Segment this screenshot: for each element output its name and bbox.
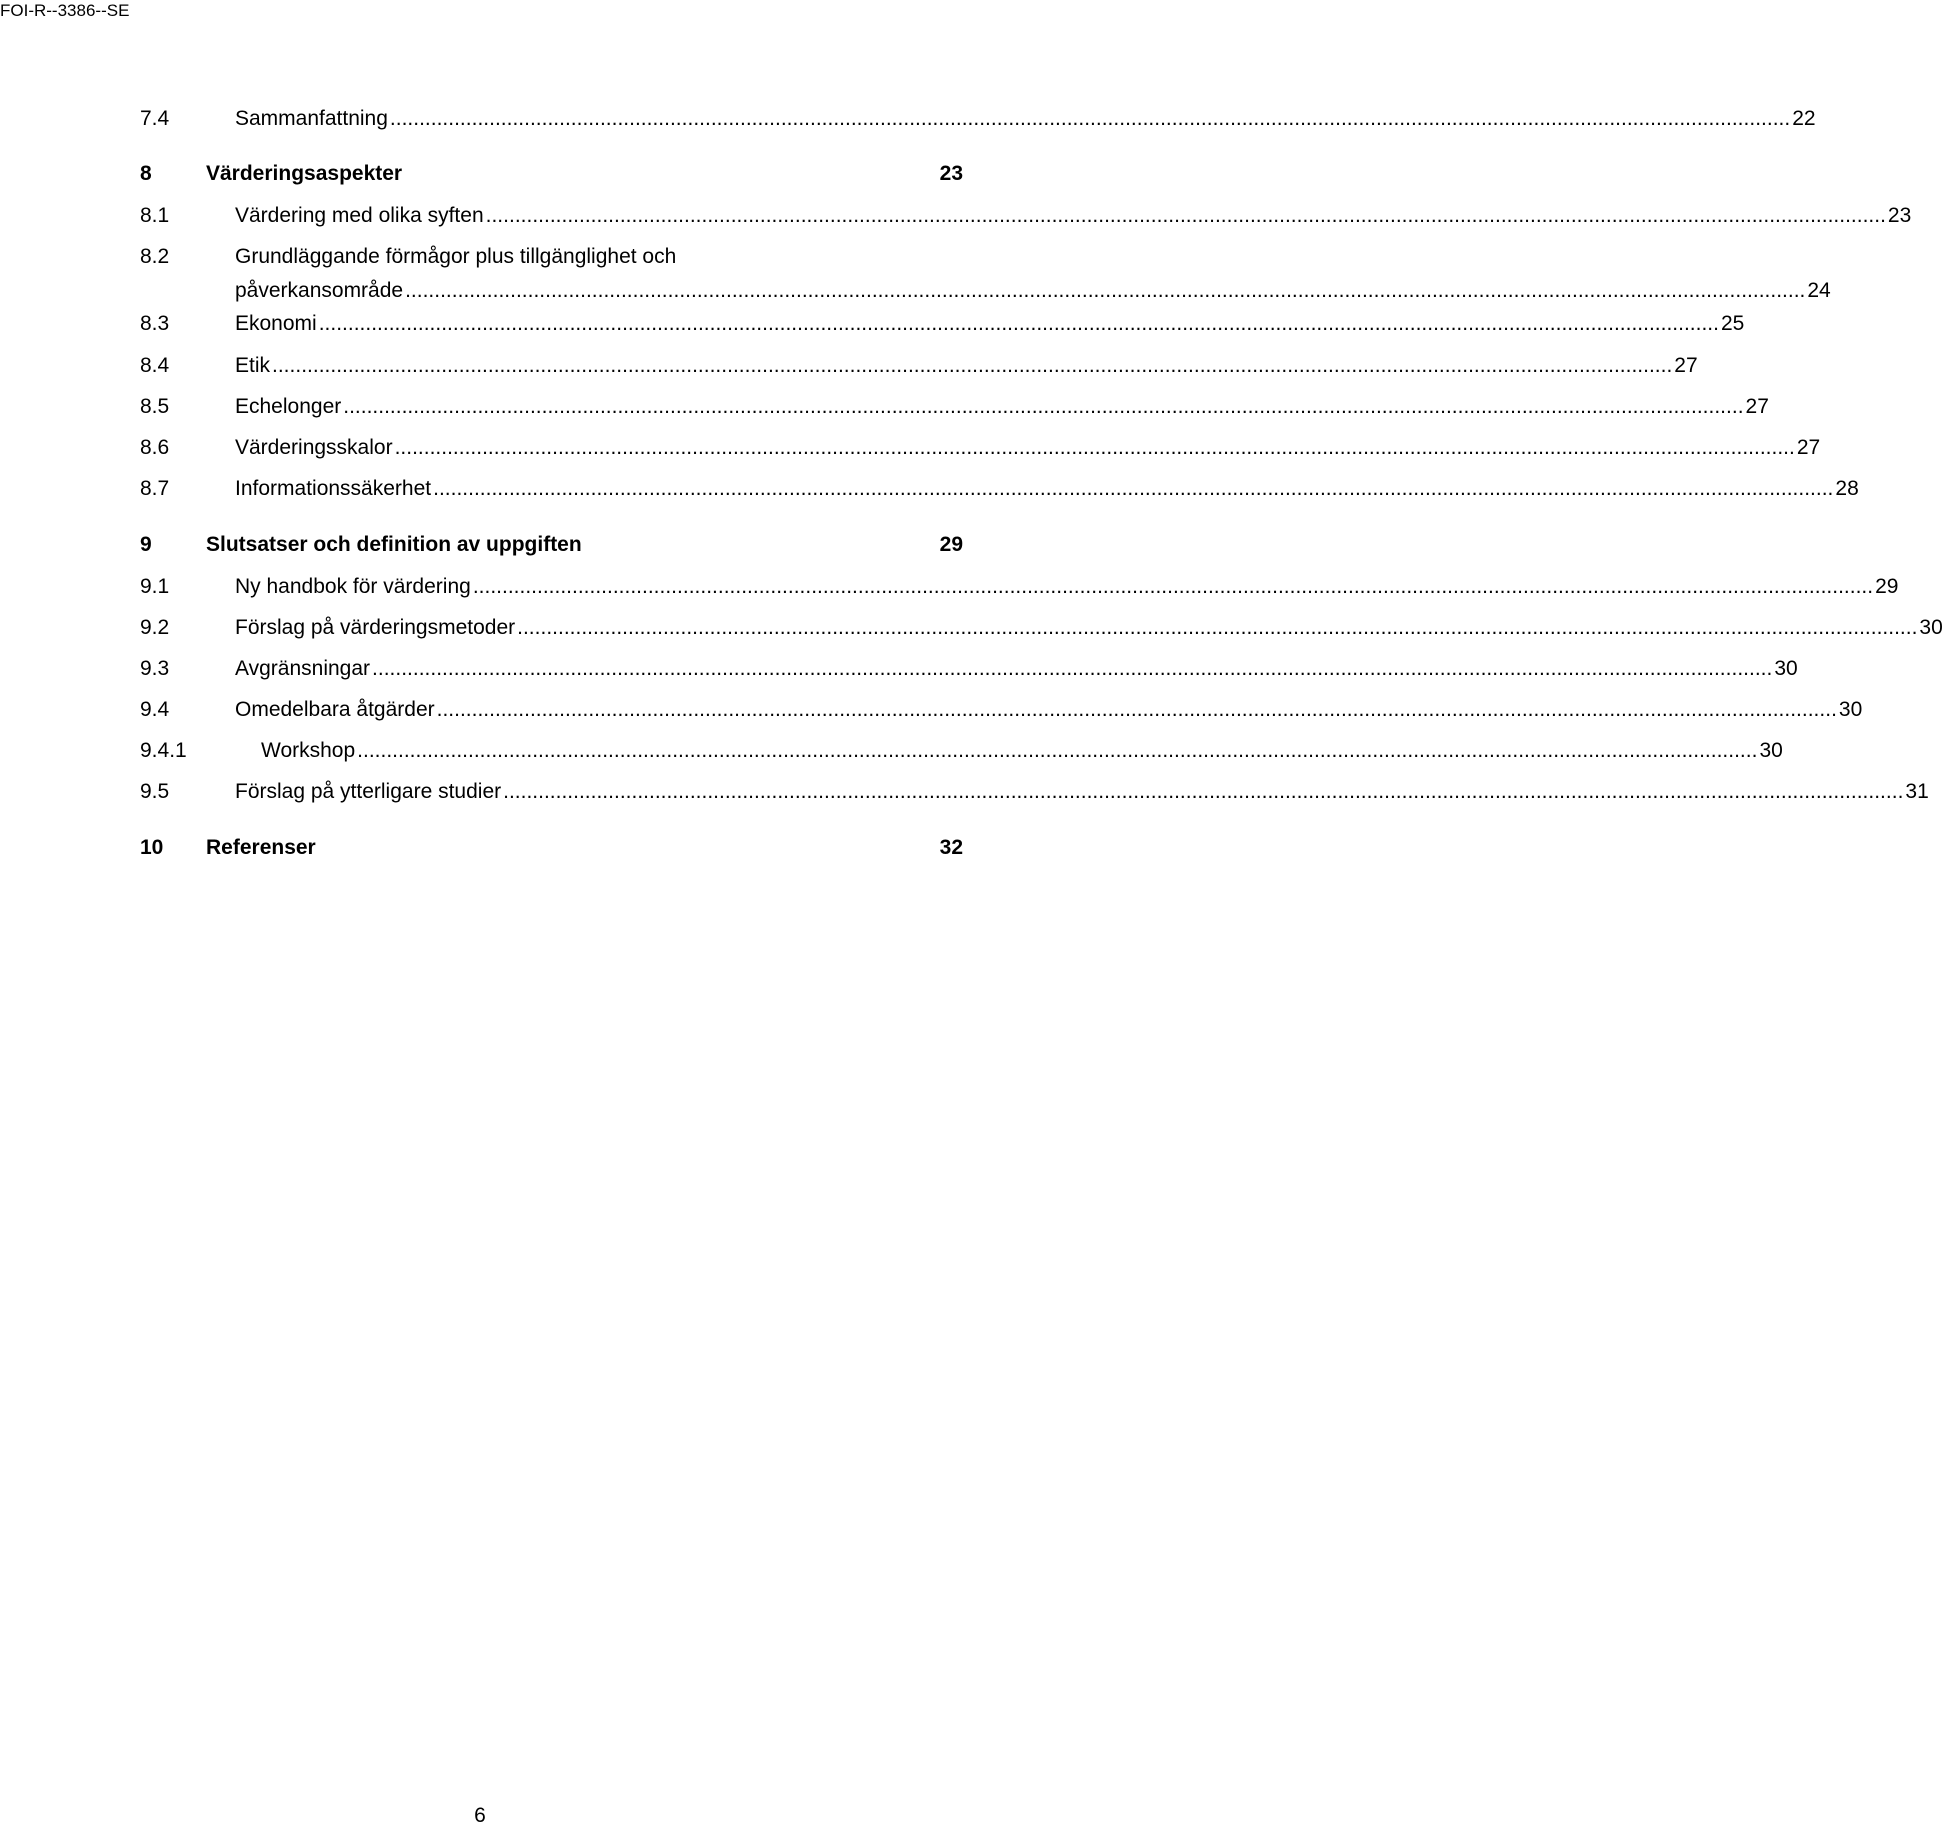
toc-chapter-page: 23: [939, 162, 963, 185]
dot-leader: [437, 698, 1837, 722]
toc-entry-title: Värderingsskalor: [235, 436, 393, 459]
toc-entry-page: 30: [1838, 698, 1863, 721]
toc-entry-title: Förslag på ytterligare studier: [235, 780, 502, 803]
toc-entry-8-5[interactable]: [140, 390, 1769, 424]
toc-chapter-title: Värderingsaspekter: [206, 162, 403, 185]
toc-chapter-10[interactable]: [140, 831, 963, 865]
toc-entry-8-7[interactable]: [140, 472, 1859, 506]
toc-entry-title: Avgränsningar: [235, 657, 371, 680]
toc-entry-page: 29: [1875, 575, 1899, 598]
toc-entry-9-2[interactable]: [140, 611, 1943, 645]
toc-entry-9-4-1[interactable]: [140, 734, 1783, 768]
toc-entry-page: 27: [1745, 395, 1769, 418]
dot-leader: [517, 616, 1917, 640]
toc-chapter-8[interactable]: [140, 157, 963, 191]
dot-leader: [486, 204, 1886, 228]
toc-entry-9-3[interactable]: [140, 652, 1798, 686]
toc-entry-title-line2: påverkansområde: [235, 279, 404, 302]
dot-leader: [343, 395, 1743, 419]
toc-entry-page: 25: [1720, 312, 1745, 335]
dot-leader: [503, 780, 1903, 804]
dot-leader: [272, 354, 1672, 378]
toc-chapter-number: 9: [140, 533, 152, 556]
toc-entry-title: Sammanfattning: [235, 107, 388, 130]
toc-entry-title: Förslag på värderingsmetoder: [235, 616, 516, 639]
toc-entry-9-5[interactable]: [140, 775, 1929, 809]
toc-entry-title: Värdering med olika syften: [235, 204, 484, 227]
dot-leader: [319, 312, 1719, 336]
dot-leader: [390, 107, 1790, 131]
toc-entry-number: 8.1: [140, 204, 170, 227]
toc-chapter-9[interactable]: [140, 528, 963, 562]
toc-entry-title: Echelonger: [235, 395, 342, 418]
dot-leader: [473, 575, 1873, 599]
toc-entry-number: 8.4: [140, 354, 170, 377]
toc-entry-title: Omedelbara åtgärder: [235, 698, 435, 721]
toc-entry-title: Ekonomi: [235, 312, 317, 335]
toc-entry-8-4[interactable]: [140, 349, 1698, 383]
dot-leader: [405, 279, 1805, 303]
toc-entry-number: 8.6: [140, 436, 170, 459]
toc-chapter-number: 8: [140, 162, 152, 185]
toc-entry-number: 9.1: [140, 575, 170, 598]
toc-entry-page: 27: [1796, 436, 1821, 459]
toc-entry-page: 30: [1919, 616, 1943, 639]
page-number: 6: [474, 1804, 486, 1827]
toc-entry-number: 9.4: [140, 698, 170, 721]
report-id: FOI-R--3386--SE: [0, 1, 130, 20]
toc-entry-page: 24: [1807, 279, 1831, 302]
toc-entry-page: 28: [1835, 477, 1859, 500]
dot-leader: [395, 436, 1795, 460]
toc-chapter-page: 29: [939, 533, 963, 556]
toc-entry-9-4[interactable]: [140, 693, 1863, 727]
table-of-contents: [140, 0, 1943, 1020]
toc-entry-number: 7.4: [140, 107, 170, 130]
toc-entry-7-4[interactable]: [140, 102, 1816, 136]
toc-entry-title: Etik: [235, 354, 271, 377]
toc-entry-8-2[interactable]: [140, 240, 1831, 308]
toc-entry-9-1[interactable]: [140, 570, 1899, 604]
toc-chapter-number: 10: [140, 836, 164, 859]
toc-entry-number: 9.2: [140, 616, 170, 639]
toc-entry-title: Informationssäkerhet: [235, 477, 432, 500]
toc-chapter-title: Referenser: [206, 836, 316, 859]
toc-entry-number: 8.3: [140, 312, 170, 335]
toc-entry-8-3[interactable]: [140, 307, 1745, 341]
toc-entry-number: 9.3: [140, 657, 170, 680]
toc-entry-title: Workshop: [261, 739, 356, 762]
toc-entry-number: 8.5: [140, 395, 170, 418]
toc-entry-8-6[interactable]: [140, 431, 1821, 465]
toc-entry-title-line1: Grundläggande förmågor plus tillgänglighet och: [235, 245, 677, 268]
toc-entry-page: 22: [1792, 107, 1816, 130]
toc-entry-number: 9.4.1: [140, 739, 187, 762]
dot-leader: [357, 739, 1757, 763]
toc-entry-page: 27: [1674, 354, 1698, 377]
toc-entry-page: 31: [1905, 780, 1929, 803]
toc-chapter-title: Slutsatser och definition av uppgiften: [206, 533, 582, 556]
toc-entry-number: 9.5: [140, 780, 170, 803]
toc-chapter-page: 32: [939, 836, 963, 859]
toc-entry-8-1[interactable]: [140, 199, 1912, 233]
toc-entry-number: 8.7: [140, 477, 170, 500]
toc-entry-title: Ny handbok för värdering: [235, 575, 471, 598]
dot-leader: [372, 657, 1772, 681]
toc-entry-page: 23: [1887, 204, 1912, 227]
toc-entry-page: 30: [1759, 739, 1783, 762]
dot-leader: [433, 477, 1833, 501]
toc-entry-number: 8.2: [140, 245, 170, 268]
toc-entry-page: 30: [1774, 657, 1798, 680]
